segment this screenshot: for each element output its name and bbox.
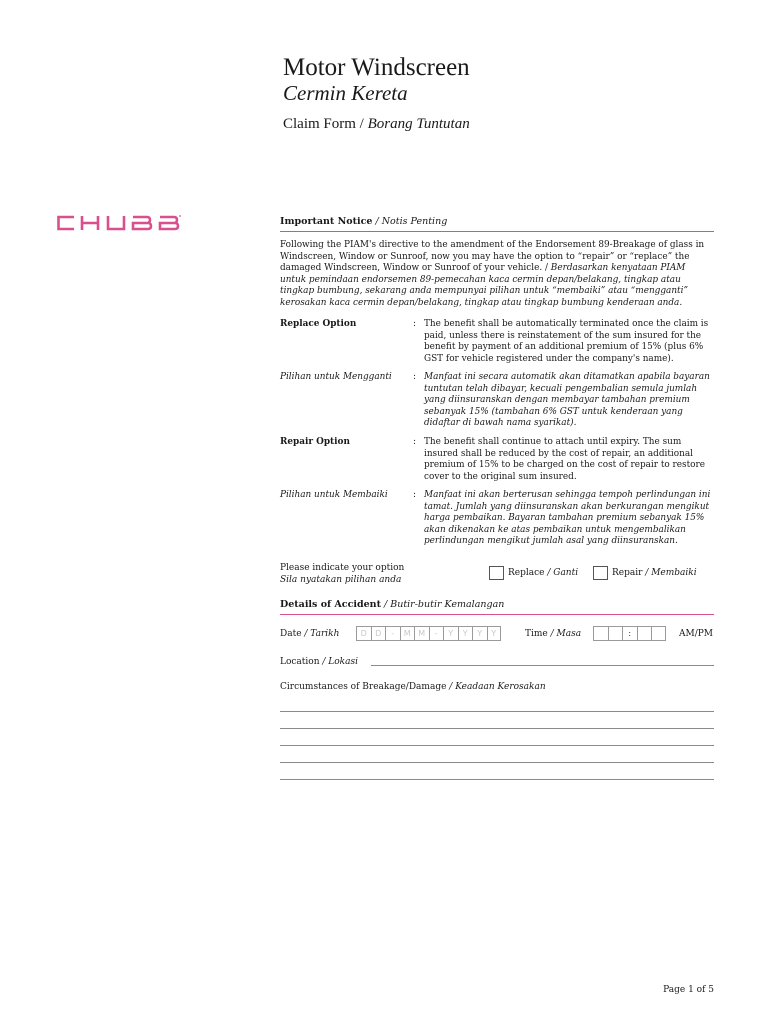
date-label	[280, 629, 339, 640]
repair-checkbox-label-en: Repair	[612, 568, 643, 578]
date-cell-year[interactable]: Y	[443, 626, 458, 641]
location-label	[280, 657, 358, 668]
circumstances-input-line[interactable]	[280, 745, 714, 746]
date-cell-month[interactable]: M	[414, 626, 429, 641]
form-name-malay: Borang Tuntutan	[367, 116, 470, 132]
time-input[interactable]	[593, 626, 666, 641]
form-name-en: Claim Form	[283, 116, 356, 132]
repair-option-text-malay: Manfaat ini akan berterusan sehingga tempoh perlindungan ini tamat. Jumlah yang diinsuranskan akan berkurangan mengikut harga pembaikan. Bayaran tambahan premium sebanyak 15% akan dikenakan ke atas pembaikan untuk mengembalikan perlindungan mengikut jumlah asal yang diinsuranskan.	[424, 490, 711, 546]
time-cell-hour[interactable]	[593, 626, 608, 641]
notice-paragraph	[280, 240, 714, 309]
page-number: Page 1 of 5	[663, 985, 714, 995]
colon: :	[413, 372, 416, 382]
circumstances-input-line[interactable]	[280, 779, 714, 780]
circumstances-input-line[interactable]	[280, 762, 714, 763]
time-label-en: Time	[525, 629, 548, 639]
repair-checkbox-label	[612, 568, 697, 579]
circumstances-label-malay: Keadaan Kerosakan	[455, 682, 546, 692]
accident-details-heading-en: Details of Accident	[280, 599, 381, 610]
form-subtitle: Cermin Kereta	[283, 81, 408, 105]
location-label-malay: Lokasi	[328, 657, 358, 667]
time-separator: :	[622, 626, 637, 641]
replace-checkbox-label-malay: Ganti	[553, 568, 579, 578]
form-name	[283, 115, 470, 133]
date-separator: -	[429, 626, 444, 641]
replace-option-text: The benefit shall be automatically terminated once the claim is paid, unless there is reinstatement of the sum insured for the benefit by payment of an additional premium of 15% (plus 6% GST for vehicle registered under the company's name).	[424, 319, 709, 364]
location-label-sep: /	[319, 657, 329, 667]
date-cell-month[interactable]: M	[400, 626, 415, 641]
replace-checkbox-label-sep: /	[544, 568, 554, 578]
circumstances-label	[280, 682, 546, 693]
chubb-logo	[56, 213, 181, 233]
replace-checkbox-label	[508, 568, 578, 579]
time-label-malay: Masa	[556, 629, 582, 639]
accident-divider	[280, 614, 714, 615]
replace-checkbox-label-en: Replace	[508, 568, 545, 578]
repair-checkbox[interactable]	[593, 566, 608, 580]
accident-details-heading	[280, 599, 504, 611]
notice-body-en: Following the PIAM's directive to the amendment of the Endorsement 89-Breakage of glass in Windscreen, Window or Sunroof, now you may have the option to “repair” or “replace” the damaged Windscreen, Window or Sunroof of your vehicle. /	[280, 240, 705, 273]
time-cell-minute[interactable]	[651, 626, 666, 641]
time-label-sep: /	[547, 629, 557, 639]
indicate-option-prompt-malay: Sila nyatakan pilihan anda	[280, 574, 402, 585]
date-cell-day[interactable]: D	[356, 626, 371, 641]
repair-option-text: The benefit shall continue to attach until expiry. The sum insured shall be reduced by the cost of repair, an additional premium of 15% to be charged on the cost of repair to restore cover to the original sum insured.	[424, 437, 706, 482]
important-notice-heading	[280, 216, 447, 228]
circumstances-label-en: Circumstances of Breakage/Damage	[280, 682, 447, 692]
date-cell-year[interactable]: Y	[472, 626, 487, 641]
repair-option-label: Repair Option	[280, 437, 350, 447]
circumstances-input-line[interactable]	[280, 728, 714, 729]
important-notice-heading-sep: /	[372, 216, 382, 227]
colon: :	[413, 490, 416, 500]
replace-option-label: Replace Option	[280, 319, 357, 329]
accident-details-heading-sep: /	[380, 599, 391, 610]
time-cell-minute[interactable]	[637, 626, 652, 641]
repair-checkbox-label-malay: Membaiki	[651, 568, 697, 578]
replace-checkbox[interactable]	[489, 566, 504, 580]
time-label	[525, 629, 581, 640]
important-notice-heading-malay: Notis Penting	[381, 216, 448, 227]
date-cell-day[interactable]: D	[371, 626, 386, 641]
colon: :	[413, 437, 416, 447]
indicate-option-prompt-en: Please indicate your option	[280, 563, 405, 573]
date-label-en: Date	[280, 629, 302, 639]
notice-divider	[280, 231, 714, 232]
repair-checkbox-label-sep: /	[642, 568, 652, 578]
date-cell-year[interactable]: Y	[458, 626, 473, 641]
replace-option-label-malay: Pilihan untuk Mengganti	[280, 372, 392, 382]
date-input[interactable]	[356, 626, 501, 641]
indicate-option-prompt	[280, 563, 404, 586]
location-label-en: Location	[280, 657, 320, 667]
ampm-label: AM/PM	[679, 629, 714, 639]
date-label-malay: Tarikh	[310, 629, 340, 639]
accident-details-heading-malay: Butir-butir Kemalangan	[390, 599, 505, 610]
circumstances-input-line[interactable]	[280, 711, 714, 712]
circumstances-label-sep: /	[446, 682, 456, 692]
form-title: Motor Windscreen	[283, 54, 470, 81]
notice-body-malay: Berdasarkan kenyataan PIAM untuk pemindaan endorsemen 89-pemecahan kaca cermin depan/belakang, tingkap atau tingkap bumbung, sekarang anda mempunyai pilihan untuk “membaiki” atau “mengganti” kerosakan kaca cermin depan/belakang, tingkap atau tingkap bumbung kenderaan anda.	[280, 263, 688, 308]
date-separator: -	[385, 626, 400, 641]
location-input-line[interactable]	[371, 665, 714, 666]
date-cell-year[interactable]: Y	[487, 626, 502, 641]
time-cell-hour[interactable]	[608, 626, 623, 641]
replace-option-text-malay: Manfaat ini secara automatik akan ditamatkan apabila bayaran tuntutan telah dibayar, kecuali pengembalian semula jumlah yang diinsuranskan dengan membayar tambahan premium sebanyak 15% (tambahan 6% GST untuk kenderaan yang didaftar di bawah nama syarikat).	[424, 372, 710, 428]
form-name-sep: /	[355, 116, 368, 132]
important-notice-heading-en: Important Notice	[280, 216, 373, 227]
repair-option-label-malay: Pilihan untuk Membaiki	[280, 490, 388, 500]
date-label-sep: /	[301, 629, 311, 639]
colon: :	[413, 319, 416, 329]
